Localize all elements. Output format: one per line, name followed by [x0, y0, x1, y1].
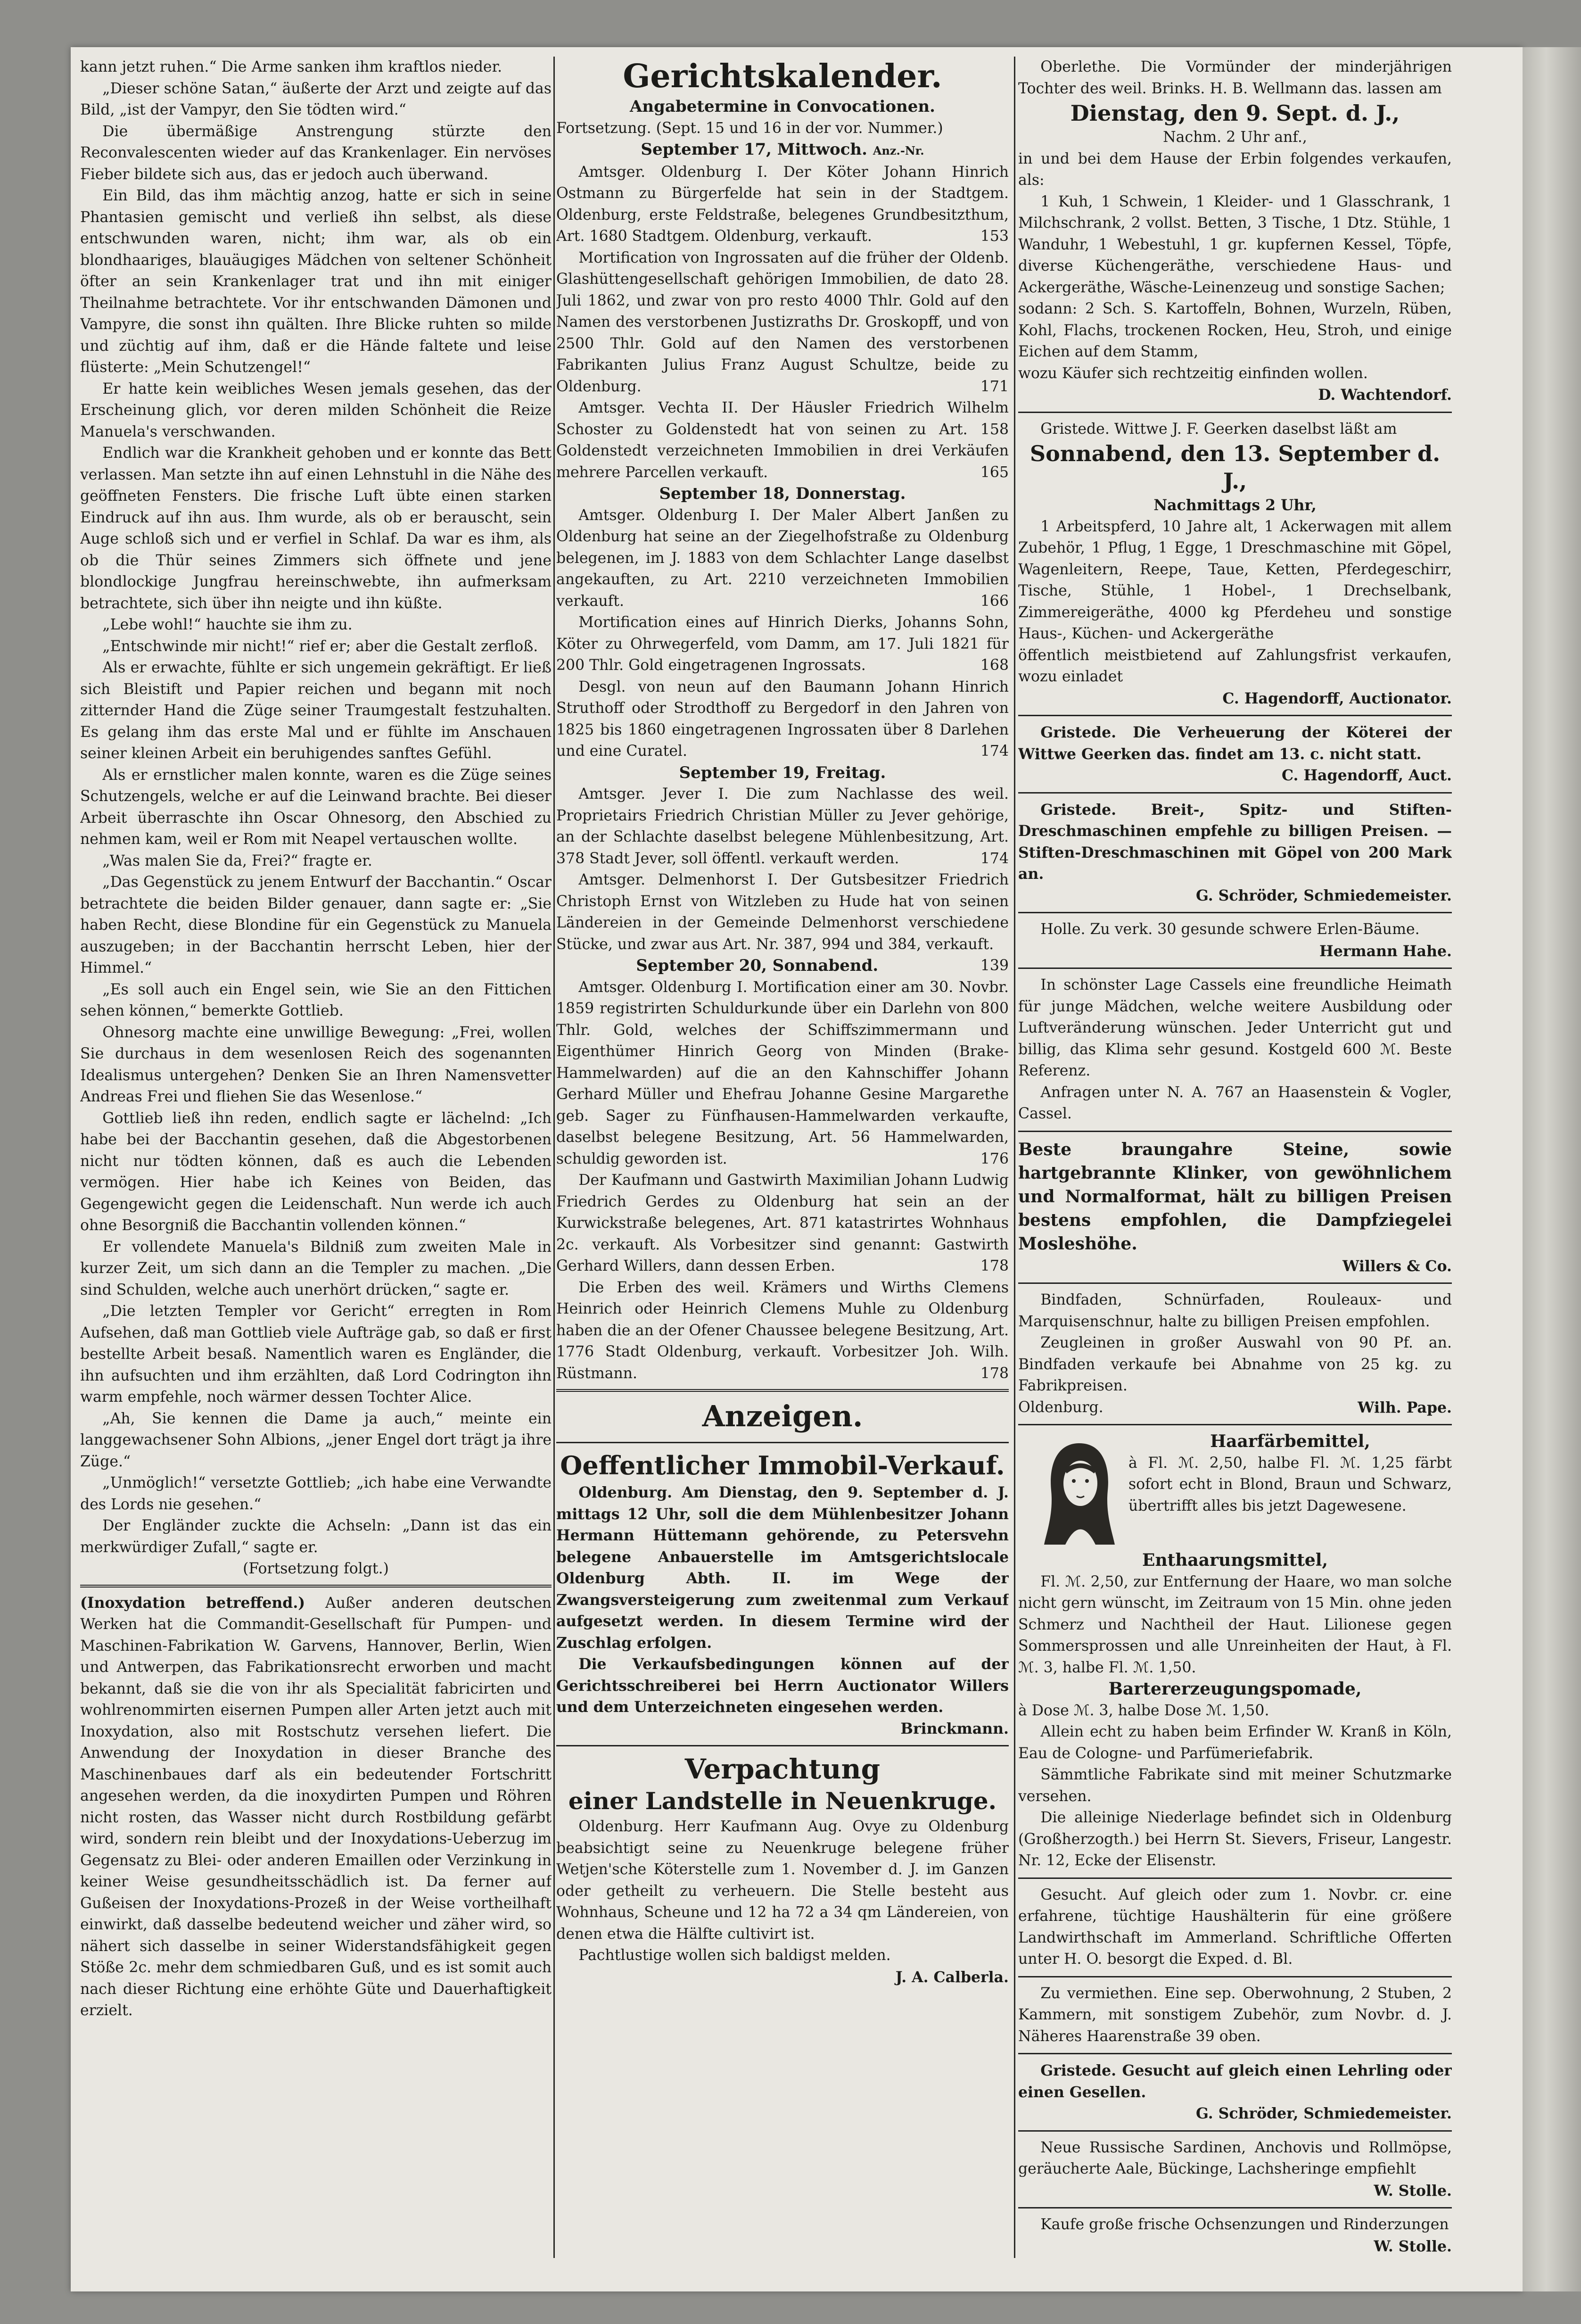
ad-text: Holle. Zu verk. 30 gesunde schwere Erlen-Bäume.: [1040, 921, 1420, 938]
lease-signature: J. A. Calberla.: [895, 1968, 1009, 1986]
hair-dye-ad: [1018, 1431, 1452, 1550]
ad-signature: Wilh. Pape.: [1358, 1398, 1452, 1416]
ad-text: wozu Käufer sich rechtzeitig einfinden wollen.: [1018, 364, 1368, 382]
divider: [1018, 912, 1452, 913]
ad-date: Dienstag, den 9. Sept. d. J.,: [1070, 100, 1400, 126]
court-entry: Mortification eines auf Hinrich Dierks, Johanns Sohn, Köter zu Ohrwegerfeld, vom Damm, am 17. Juli 1821 für 200 Thlr. Gold eingetragenen Ingrossats. 168: [556, 612, 1009, 677]
court-calendar-subtitle: Angabetermine in Convocationen.: [630, 97, 935, 116]
ad-text: Allein echt zu haben beim Erfinder W. Kranß in Köln, Eau de Cologne- und Parfümeriefabrik.: [1018, 1723, 1452, 1762]
entry-number: 178: [980, 1257, 1009, 1274]
story-paragraph: Ohnesorg machte eine unwillige Bewegung: „Frei, wollen Sie durchaus in dem wesenlosen Reich des sogenannten Idealismus untergehen? Denken Sie an Ihren Namensvetter Andreas Frei und fliehen Sie das Wesenlose.“: [80, 1024, 552, 1105]
entry-number: 168: [980, 657, 1009, 674]
ad-time: Nachm. 2 Uhr anf.,: [1163, 129, 1307, 146]
ad-text: Bindfaden, Schnürfaden, Rouleaux- und Marquisenschnur, halte zu billigen Preisen empfohlen.: [1018, 1291, 1452, 1330]
story-paragraph: „Die letzten Templer vor Gericht“ erregten in Rom Aufsehen, daß man Gottlieb viele Aufträge gab, so daß er first bestellte Arbeit besaß. Namentlich waren es Engländer, die ihn aufsuchten und ihm erzählten, daß Lord Codrington ihn warm empfehle, noch wärmer dessen Tochter Alice.: [80, 1303, 552, 1406]
divider: [1018, 715, 1452, 716]
anz-nr-label: Anz.-Nr.: [873, 144, 924, 157]
divider: [1018, 792, 1452, 794]
date-heading: September 20, Sonnabend.: [636, 956, 879, 975]
court-entry: Amtsger. Oldenburg I. Der Köter Johann Hinrich Ostmann zu Bürgerfelde hat sein in der Stadtgem. Oldenburg, erste Feldstraße, belegenes Grundbesitzthum, Art. 1680 Stadtgem. Oldenburg, verkauft. 153: [556, 162, 1009, 248]
divider: [1018, 1877, 1452, 1879]
inox-heading: (Inoxydation betreffend.): [80, 1594, 305, 1612]
divider: [556, 1745, 1009, 1746]
continuation-note: (Fortsetzung folgt.): [243, 1560, 389, 1577]
ad-text: Zu vermiethen. Eine sep. Oberwohnung, 2 Stuben, 2 Kammern, mit sonstigem Zubehör, zum Novbr. d. J. Näheres Haarenstraße 39 oben.: [1018, 1985, 1452, 2045]
story-paragraph: „Lebe wohl!“ hauchte sie ihm zu.: [102, 616, 353, 633]
ad-text: Gesucht. Auf gleich oder zum 1. Novbr. cr. eine erfahrene, tüchtige Haushälterin für eine größere Landwirthschaft im Ammerland. Schriftliche Offerten unter H. O. besorgt die Exped. d. Bl.: [1018, 1886, 1452, 1968]
ad-signature: Hermann Hahe.: [1319, 942, 1452, 960]
divider: [1018, 1976, 1452, 1977]
entry-number: 178: [980, 1365, 1009, 1382]
story-paragraph: Er hatte kein weibliches Wesen jemals gesehen, das der Erscheinung glich, vor deren milden Schönheit die Reize Manuela's verschwanden.: [80, 380, 552, 440]
ad-heading: Bartererzeugungspomade,: [1108, 1679, 1362, 1699]
court-entry: Amtsger. Delmenhorst I. Der Gutsbesitzer Friedrich Christoph Ernst von Witzleben zu Hude hat von seinen Ländereien in der Gemeinde Delmenhorst verschiedene Stücke, und zwar aus Art. Nr. 387, 994 und 384, verkauft. 139: [556, 869, 1009, 955]
divider: [1018, 2130, 1452, 2132]
ad-signature: D. Wachtendorf.: [1318, 386, 1452, 404]
section-divider: [556, 1389, 1009, 1392]
story-paragraph: Endlich war die Krankheit gehoben und er konnte das Bett verlassen. Man setzte ihn auf einen Lehnstuhl in die Nähe des geöffneten Fensters. Die frische Luft übte einen starken Eindruck auf ihn aus. Ihm wurde, als ob er berauscht, sein Auge schloß sich und er verfiel in Schlaf. Da war es ihm, als ob die Thür seines Zimmers sich öffnete und jene blondlockige Jungfrau hereinschwebte, ihn aufmerksam betrachtete, sich über ihn neigte und ihn küßte.: [80, 445, 552, 612]
story-paragraph: „Unmöglich!“ versetzte Gottlieb; „ich habe eine Verwandte des Lords nie gesehen.“: [80, 1474, 552, 1513]
ad-signature: W. Stolle.: [1374, 2237, 1452, 2255]
story-paragraph: Der Engländer zuckte die Achseln: „Dann ist das ein merkwürdiger Zufall,“ sagte er.: [80, 1517, 552, 1556]
divider: [1018, 1131, 1452, 1132]
entry-number: 166: [980, 592, 1009, 610]
story-paragraph: Ein Bild, das ihm mächtig anzog, hatte er sich in seine Phantasien gemischt und verließ ihn selbst, als diese entschwunden waren, nicht; ihm war, als ob ein blondhaariges, blauäugiges Mädchen von seltener Schönheit öfter an sein Krankenlager trat und ihn mit einiger Theilnahme betrachtete. Vor ihr entschwanden Dämonen und Vampyre, die sonst ihn quälten. Ihre Blicke ruhten so milde und züchtig auf ihm, daß er die Hände faltete und leise flüsterte: „Mein Schutzengel!“: [80, 187, 552, 376]
column-court-calendar: [556, 57, 1009, 2258]
woman-portrait-icon: [1037, 1434, 1122, 1547]
divider: [1018, 968, 1452, 969]
column-advertisements: [1018, 57, 1452, 2258]
ad-text: Kaufe große frische Ochsenzungen und Rinderzungen: [1040, 2216, 1449, 2233]
lease-text: Pachtlustige wollen sich baldigst melden.: [578, 1947, 891, 1964]
ad-text: Neue Russische Sardinen, Anchovis und Rollmöpse, geräucherte Aale, Bückinge, Lachsheringe empfiehlt: [1018, 2139, 1452, 2177]
divider: [1018, 1424, 1452, 1425]
divider: [556, 1442, 1009, 1443]
ad-signature: C. Hagendorff, Auctionator.: [1222, 689, 1452, 707]
court-calendar-title: Gerichtskalender.: [623, 58, 942, 95]
ad-text: Oberlethe. Die Vormünder der minderjährigen Tochter des weil. Brinks. H. B. Wellmann das. lassen am: [1018, 58, 1452, 97]
ads-heading: Anzeigen.: [702, 1399, 863, 1433]
page-edge: [1523, 47, 1581, 2291]
ad-signature: G. Schröder, Schmiedemeister.: [1195, 886, 1452, 904]
section-divider: [80, 1585, 552, 1588]
ad-place: Oldenburg.: [1018, 1398, 1103, 1416]
column-serial-story: [80, 57, 552, 2258]
divider: [1018, 1282, 1452, 1284]
lease-heading: Verpachtung: [684, 1753, 881, 1785]
divider: [1018, 2207, 1452, 2208]
court-entry: Mortification von Ingrossaten auf die früher der Oldenb. Glashüttengesellschaft gehörigen Immobilien, de dato 28. Juli 1862, und zwar von pro resto 4000 Thlr. Gold auf den Namen des verstorbenen Justizraths Dr. Groskopff, und von 2500 Thlr. Gold auf den Namen des verstorbenen Fabrikanten Julius Franz August Schultze, beide zu Oldenburg. 171: [556, 248, 1009, 398]
entry-number: 174: [980, 850, 1009, 867]
lease-subheading: einer Landstelle in Neuenkruge.: [568, 1787, 997, 1815]
ad-text: Sämmtliche Fabrikate sind mit meiner Schutzmarke versehen.: [1018, 1766, 1452, 1805]
ad-text: Zeugleinen in großer Auswahl von 90 Pf. an. Bindfaden verkaufe bei Abnahme von 25 kg. zu Fabrikpreisen.: [1018, 1334, 1452, 1394]
immobil-heading: Oeffentlicher Immobil-Verkauf.: [560, 1450, 1005, 1480]
entry-number: 165: [980, 463, 1009, 481]
ad-date: Sonnabend, den 13. September d. J.,: [1029, 441, 1441, 494]
ad-text: in und bei dem Hause der Erbin folgendes verkaufen, als:: [1018, 150, 1452, 189]
court-entry: Amtsger. Oldenburg I. Mortification einer am 30. Novbr. 1859 registrirten Schuldurkunde über ein Darlehn von 800 Thlr. Gold, welches der Schiffszimmermann und Eigenthümer Hinrich Georg von Minden (Brake-Hammelwarden) auf die an den Kahnschiffer Johann Gerhard Müller und Ehefrau Johanne Gesine Margarethe geb. Sager zu Fünfhausen-Hammelwarden verkaufte, daselbst belegene Besitzung, Art. 56 Hammelwarden, schuldig geworden ist. 176: [556, 977, 1009, 1170]
ad-text: Beste braungahre Steine, sowie hartgebrannte Klinker, von gewöhnlichem und Normalformat, hält zu billigen Preisen bestens empfohlen, die Dampfziegelei Mosleshöhe.: [1018, 1139, 1452, 1254]
ad-text: Anfragen unter N. A. 767 an Haasenstein & Vogler, Cassel.: [1018, 1083, 1452, 1122]
court-entry: Die Erben des weil. Krämers und Wirths Clemens Heinrich oder Heinrich Clemens Muhle zu Oldenburg haben die an der Ofener Chaussee belegene Besitzung, Art. 1776 Stadt Oldenburg, verkauft. Vorbesitzer Joh. Wilh. Rüstmann. 178: [556, 1277, 1009, 1385]
inox-text: Außer anderen deutschen Werken hat die Commandit-Gesellschaft für Pumpen- und Maschinen-Fabrikation W. Garvens, Hannover, Berlin, Wien und Antwerpen, das Fabrikationsrecht erworben und macht bekannt, daß sie die von ihr als Specialität fabricirten und wohlrenommirten eisernen Pumpen aller Arten jetzt auch mit Inoxydation, also mit Rostschutz versehen liefert. Die Anwendung der Inoxydation in dieser Branche des Maschinenbaues darf als ein bedeutender Fortschritt angesehen werden, da die inoxydirten Pumpen und Röhren nicht rosten, das Wasser nicht durch Rostbildung gefärbt wird, sondern rein bleibt und der Inoxydations-Ueberzug im Gegensatz zu Blei- oder anderen Emaillen oder Verzinkung in keiner Weise gesundheitsschädlich ist. Da ferner auf Gußeisen der Inoxydations-Prozeß in der Weise vortheilhaft einwirkt, daß dasselbe bedeutend weicher und zäher wird, so nähert sich dasselbe in seiner Widerstandsfähigkeit gegen Stöße 2c. mehr dem schmiedbaren Guß, und es ist somit auch nach dieser Richtung eine erhöhte Güte und Dauerhaftigkeit erzielt.: [80, 1594, 552, 2019]
entry-number: 176: [980, 1150, 1009, 1167]
court-entry: Amtsger. Jever I. Die zum Nachlasse des weil. Proprietairs Friedrich Christian Müller zu Jever gehörige, an der Schlachte daselbst belegene Mühlenbesitzung, Art. 378 Stadt Jever, soll öffentl. verkauft werden. 174: [556, 784, 1009, 869]
court-entry: Amtsger. Oldenburg I. Der Maler Albert Janßen zu Oldenburg hat seine an der Ziegelhofstraße zu Oldenburg belegenen, im J. 1883 von dem Schlachter Lange daselbst angekauften, zu Art. 2210 verzeichneten Immobilien verkauft. 166: [556, 505, 1009, 612]
court-entry: Desgl. von neun auf den Baumann Johann Hinrich Struthoff oder Strodthoff zu Bergedorf in den Jahren von 1825 bis 1860 eingetragenen Ingrossaten über 8 Darlehen und eine Curatel. 174: [556, 677, 1009, 762]
story-paragraph: Gottlieb ließ ihn reden, endlich sagte er lächelnd: „Ich habe bei der Bacchantin gesehen, daß die Abgestorbenen nicht nur tödten können, daß es auch die Lebenden vermögen. Hier habe ich Keines von Beiden, das Gegengewicht gegen die Leidenschaft. Nun werde ich auch ohne Besorgniß die Bacchantin vollenden können.“: [80, 1109, 552, 1234]
date-heading: September 17, Mittwoch.: [641, 140, 867, 159]
court-entry: Amtsger. Vechta II. Der Häusler Friedrich Wilhelm Schoster zu Goldenstedt hat von seinen zu Art. 158 Goldenstedt verzeichneten Immobilien in drei Verkäufen mehrere Parcellen verkauft. 165: [556, 397, 1009, 483]
ad-text: 1 Kuh, 1 Schwein, 1 Kleider- und 1 Glasschrank, 1 Milchschrank, 2 vollst. Betten, 3 Tische, 1 Dtz. Stühle, 1 Wanduhr, 1 Webestuhl, 1 gr. kupfernen Kessel, Töpfe, diverse Küchengeräthe, verschiedene Haus- und Ackergeräthe, Wäsche-Leinenzeug und sonstige Sachen;: [1018, 193, 1452, 296]
ad-signature: C. Hagendorff, Auct.: [1281, 767, 1452, 784]
entry-number: 153: [980, 228, 1009, 245]
ad-text: Die alleinige Niederlage befindet sich in Oldenburg (Großherzogth.) bei Herrn St. Sievers, Friseur, Langestr. Nr. 12, Ecke der Elisenstr.: [1018, 1809, 1452, 1869]
ad-signature: W. Stolle.: [1374, 2182, 1452, 2200]
story-paragraph: „Was malen Sie da, Frei?“ fragte er.: [102, 852, 372, 869]
immobil-signature: Brinckmann.: [900, 1720, 1009, 1737]
entry-number: 174: [980, 743, 1009, 760]
ad-signature: Willers & Co.: [1342, 1257, 1452, 1275]
story-paragraph: „Entschwinde mir nicht!“ rief er; aber die Gestalt zerfloß.: [102, 637, 538, 655]
ad-text: öffentlich meistbietend auf Zahlungsfrist verkaufen, wozu einladet: [1018, 646, 1452, 685]
story-paragraph: Die übermäßige Anstrengung stürzte den Reconvalescenten wieder auf das Krankenlager. Ein nervöses Fieber bildete sich aus, das er jedoch auch überwand.: [80, 123, 552, 183]
ad-text: à Dose ℳ. 3, halbe Dose ℳ. 1,50.: [1018, 1702, 1269, 1719]
story-paragraph: Er vollendete Manuela's Bildniß zum zweiten Male in kurzer Zeit, um sich dann an die Templer zu machen. „Die sind Schulden, welche auch unerhört drücken,“ sagte er.: [80, 1238, 552, 1298]
story-paragraph: kann jetzt ruhen.“ Die Arme sanken ihm kraftlos nieder.: [80, 58, 502, 75]
ad-text: à Fl. ℳ. 2,50, halbe Fl. ℳ. 1,25 färbt sofort echt in Blond, Braun und Schwarz, übertrifft alles bis jetzt Dagewesene.: [1128, 1454, 1452, 1514]
entry-number: 171: [980, 378, 1009, 395]
ad-text: Gristede. Die Verheuerung der Köterei der Wittwe Geerken das. findet am 13. c. nicht statt.: [1018, 724, 1452, 763]
divider: [1018, 412, 1452, 413]
court-entry: Der Kaufmann und Gastwirth Maximilian Johann Ludwig Friedrich Gerdes zu Oldenburg hat sein an der Kurwickstraße belegenes, Art. 871 katastrirtes Wohnhaus 2c. verkauft. Als Vorbesitzer sind genannt: Gastwirth Gerhard Willers, dann dessen Erben. 178: [556, 1170, 1009, 1277]
ad-text: Gristede. Gesucht auf gleich einen Lehrling oder einen Gesellen.: [1018, 2062, 1452, 2101]
story-paragraph: „Das Gegenstück zu jenem Entwurf der Bacchantin.“ Oscar betrachtete die beiden Bilder genauer, dann sagte er: „Sie haben Recht, diese Blondine für ein Gegenstück zu Manuela auszugeben; in der Bacchantin herrscht Leben, hier der Himmel.“: [80, 874, 552, 976]
immobil-text: Die Verkaufsbedingungen können auf der Gerichtsschreiberei bei Herrn Auctionator Willers und dem Unterzeichneten eingesehen werden.: [556, 1655, 1009, 1716]
ad-text: Fl. ℳ. 2,50, zur Entfernung der Haare, wo man solche nicht gern wünscht, im Zeitraum von 15 Min. ohne jeden Schmerz und Nachtheil der Haut. Lilionese gegen Sommersprossen und alle Unreinheiten der Haut, à Fl. ℳ. 3, halbe Fl. ℳ. 1,50.: [1018, 1573, 1452, 1676]
court-calendar-intro: Fortsetzung. (Sept. 15 und 16 in der vor. Nummer.): [556, 119, 943, 137]
ad-text: Gristede. Breit-, Spitz- und Stiften-Dreschmaschinen empfehle zu billigen Preisen. — Stiften-Dreschmaschinen mit Göpel von 200 Mark an.: [1018, 801, 1452, 883]
story-paragraph: „Es soll auch ein Engel sein, wie Sie an den Fittichen sehen können,“ bemerkte Gottlieb.: [80, 981, 552, 1019]
ad-text: Gristede. Wittwe J. F. Geerken daselbst läßt am: [1040, 420, 1397, 438]
immobil-text: Oldenburg. Am Dienstag, den 9. September d. J. mittags 12 Uhr, soll die dem Mühlenbesitzer Johann Hermann Hüttemann gehörende, zu Petersvehn belegene Anbauerstelle im Amtsgerichtslocale Oldenburg Abth. II. im Wege der Zwangsversteigerung zum zweitenmal zum Verkauf aufgesetzt werden. In diesem Termine wird der Zuschlag erfolgen.: [556, 1484, 1009, 1652]
story-paragraph: Als er erwachte, fühlte er sich ungemein gekräftigt. Er ließ sich Bleistift und Papier reichen und begann mit noch zitternder Hand die Züge seiner Traumgestalt festzuhalten. Es gelang ihm das erste Mal und er fühlte im Anschauen seiner kleinen Arbeit ein beruhigendes sanftes Gefühl.: [80, 659, 552, 762]
story-paragraph: „Ah, Sie kennen die Dame ja auch,“ meinte ein langgewachsener Sohn Albions, „jener Engel dort trägt ja ihre Züge.“: [80, 1410, 552, 1470]
column-rule-1: [553, 57, 555, 2258]
ad-signature: G. Schröder, Schmiedemeister.: [1195, 2105, 1452, 2122]
date-heading: September 18, Donnerstag.: [659, 484, 906, 503]
column-rule-2: [1014, 57, 1015, 2258]
date-heading: September 19, Freitag.: [679, 763, 886, 782]
story-paragraph: Als er ernstlicher malen konnte, waren es die Züge seines Schutzengels, welche er auf die Leinwand brachte. Bei dieser Arbeit überraschte ihn Oscar Ohnesorg, den Abschied zu nehmen kam, weil er Rom mit Neapel vertauschen wollte.: [80, 766, 552, 848]
ad-text: sodann: 2 Sch. S. Kartoffeln, Bohnen, Wurzeln, Rüben, Kohl, Flachs, trockenen Rocken, Heu, Stroh, und einige Eichen auf dem Stamm,: [1018, 300, 1452, 360]
lease-text: Oldenburg. Herr Kaufmann Aug. Ovye zu Oldenburg beabsichtigt seine zu Neuenkruge belegene früher Wetjen'sche Köterstelle zum 1. November d. J. im Ganzen oder getheilt zu verheuern. Die Stelle besteht aus Wohnhaus, Scheune und 12 ha 72 a 34 qm Ländereien, von denen etwa die Hälfte cultivirt ist.: [556, 1818, 1009, 1943]
entry-number: 139: [980, 957, 1009, 974]
ad-text: In schönster Lage Cassels eine freundliche Heimath für junge Mädchen, welche weitere Ausbildung oder Luftveränderung wünschen. Jeder Unterricht gut und billig, das Klima sehr gesund. Kostgeld 600 ℳ. Beste Referenz.: [1018, 976, 1452, 1079]
divider: [1018, 2053, 1452, 2054]
ad-heading: Haarfärbemittel,: [1210, 1431, 1370, 1451]
ad-text: 1 Arbeitspferd, 10 Jahre alt, 1 Ackerwagen mit allem Zubehör, 1 Pflug, 1 Egge, 1 Dreschmaschine mit Göpel, Wagenleitern, Reepe, Taue, Ketten, Pferdegeschirr, Tische, Stühle, 1 Hobel-, 1 Drechselbank, Zimmereigeräthe, 4000 kg Pferdeheu und sonstige Haus-, Küchen- und Ackergeräthe: [1018, 518, 1452, 642]
ad-heading: Enthaarungsmittel,: [1142, 1550, 1328, 1570]
story-paragraph: „Dieser schöne Satan,“ äußerte der Arzt und zeigte auf das Bild, „ist der Vampyr, den Sie tödten wird.“: [80, 80, 552, 118]
ad-time: Nachmittags 2 Uhr,: [1153, 496, 1317, 514]
